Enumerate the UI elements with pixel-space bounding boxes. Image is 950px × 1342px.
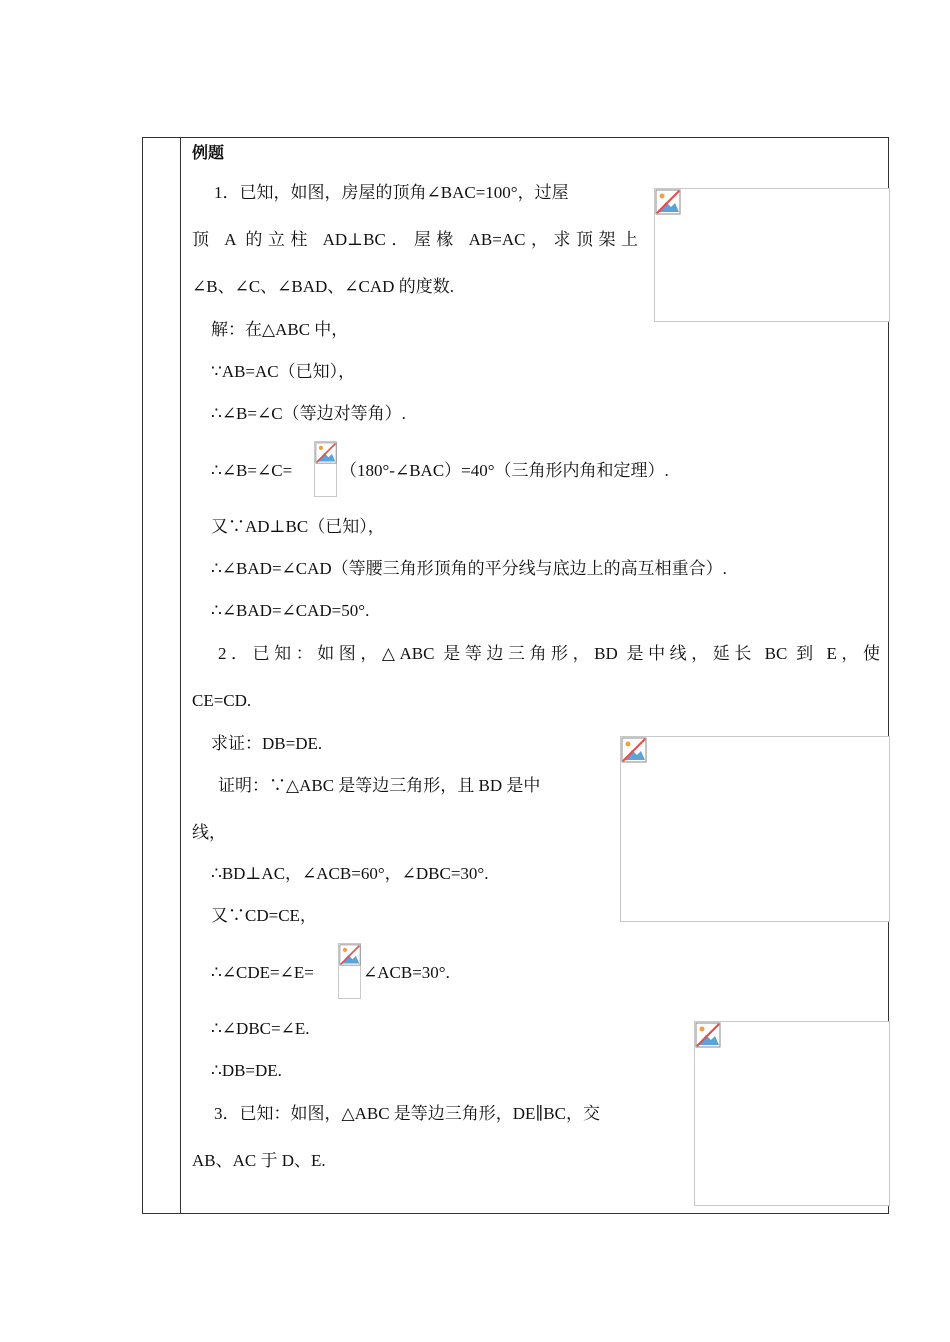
sol1-step-4a: ∴∠B=∠C= [211, 461, 293, 480]
sol2-step-1b: 线， [192, 823, 226, 842]
sol2-step-4b: ∠ACB=30°. [363, 963, 450, 982]
q1-line-2: 顶 A 的立柱 AD⊥BC．屋椽 AB=AC，求顶架上 [192, 230, 638, 249]
broken-image-icon [315, 442, 337, 464]
q3-line-1: 3．已知：如图，△ABC 是等边三角形，DE∥BC，交 [214, 1104, 600, 1123]
q2-prove: 求证：DB=DE. [211, 734, 323, 753]
broken-image-icon [621, 737, 647, 763]
sol1-step-2: ∵AB=AC（已知）， [211, 362, 356, 381]
sol1-step-3: ∴∠B=∠C（等边对等角）. [211, 404, 406, 423]
q1-line-3: ∠B、∠C、∠BAD、∠CAD 的度数. [192, 277, 454, 296]
section-title: 例题 [192, 143, 225, 162]
fraction-image-2 [338, 943, 361, 999]
sol1-step-4b: （180°-∠BAC）=40°（三角形内角和定理）. [340, 461, 669, 480]
q2-line-2: CE=CD. [192, 691, 252, 710]
broken-image-icon [339, 944, 361, 966]
fraction-image-1 [314, 441, 337, 497]
sol1-step-5: 又∵AD⊥BC（已知）， [211, 517, 385, 536]
sol2-step-2: ∴BD⊥AC，∠ACB=60°，∠DBC=30°. [211, 864, 489, 883]
sol1-step-7: ∴∠BAD=∠CAD=50°. [211, 601, 370, 620]
sol2-step-5: ∴∠DBC=∠E. [211, 1019, 310, 1038]
table-column-divider [180, 137, 181, 1214]
sol2-step-4a: ∴∠CDE=∠E= [211, 963, 314, 982]
broken-image-icon [655, 189, 681, 215]
sol2-step-1: 证明：∵△ABC 是等边三角形，且 BD 是中 [218, 776, 541, 795]
sol1-step-1: 解：在△ABC 中， [211, 320, 349, 339]
sol2-step-6: ∴DB=DE. [211, 1061, 282, 1080]
figure-2-image [620, 736, 890, 922]
q3-line-2: AB、AC 于 D、E. [192, 1151, 326, 1170]
q2-line-1: 2．已知：如图，△ABC 是等边三角形，BD 是中线，延长 BC 到 E，使 [218, 644, 880, 663]
figure-1-image [654, 188, 890, 322]
sol1-step-6: ∴∠BAD=∠CAD（等腰三角形顶角的平分线与底边上的高互相重合）. [211, 559, 727, 578]
broken-image-icon [695, 1022, 721, 1048]
figure-3-image [694, 1021, 890, 1206]
sol2-step-3: 又∵CD=CE， [211, 906, 317, 925]
q1-line-1: 1．已知，如图，房屋的顶角∠BAC=100°，过屋 [214, 183, 569, 202]
